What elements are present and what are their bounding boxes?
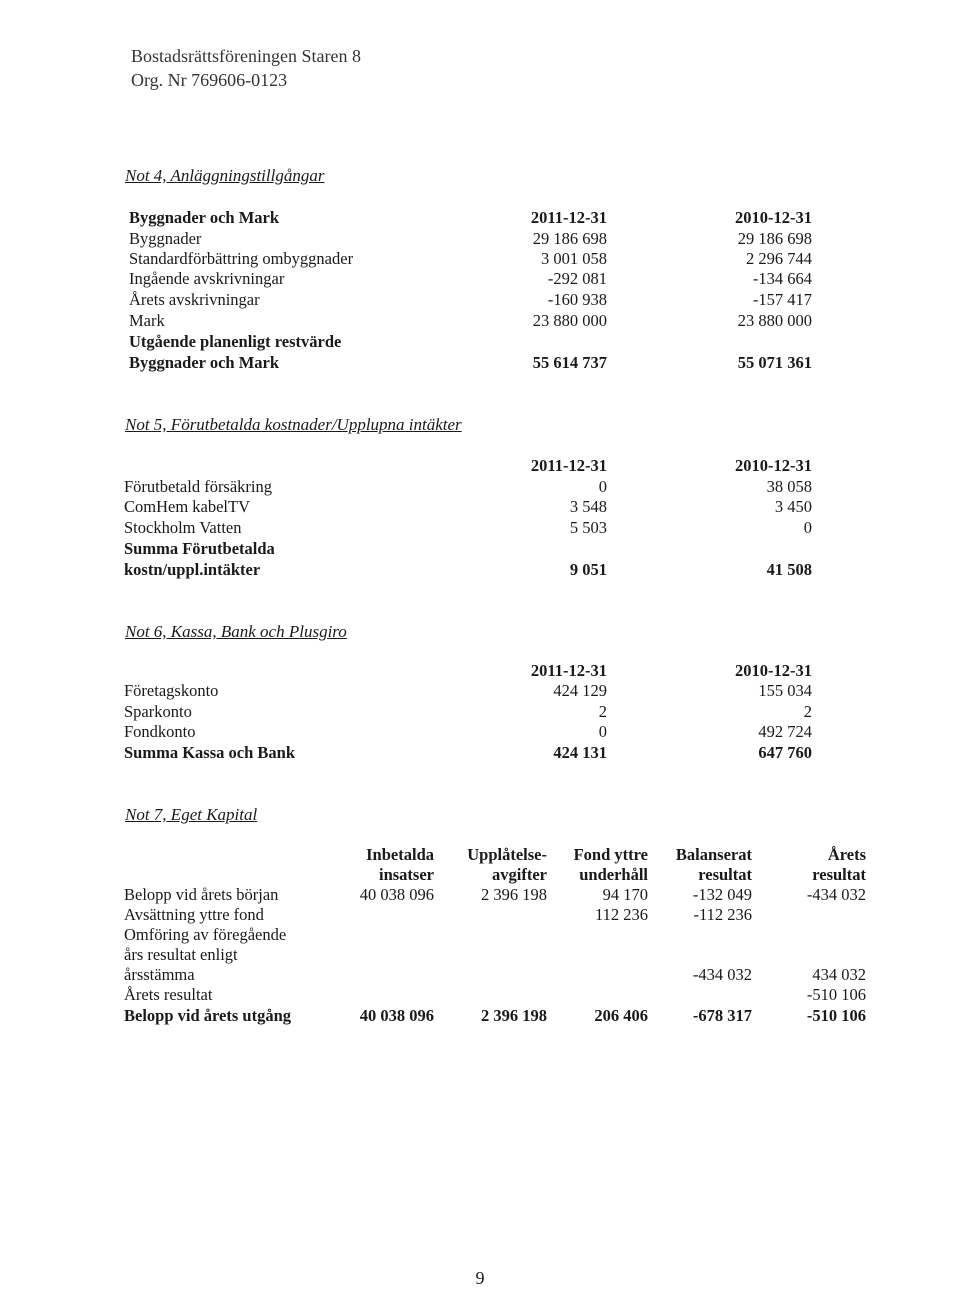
- total-2011: 424 131: [553, 743, 607, 762]
- cell: -112 236: [693, 905, 752, 924]
- row-label: Fondkonto: [124, 722, 196, 741]
- table-row: [0, 477, 960, 497]
- note6-col2-header: 2010-12-31: [735, 661, 812, 680]
- cell: -434 032: [692, 965, 752, 984]
- total-label: kostn/uppl.intäkter: [124, 560, 261, 579]
- note4-col2-header: 2010-12-31: [735, 208, 812, 227]
- value-2011: 29 186 698: [532, 229, 607, 248]
- row-label: Omföring av föregående: [124, 925, 287, 944]
- total-2010: 647 760: [758, 743, 812, 762]
- table-row: [0, 249, 960, 269]
- row-label: Sparkonto: [124, 702, 192, 721]
- row-label: Ingående avskrivningar: [129, 269, 285, 288]
- note7-total-row: [0, 1006, 960, 1026]
- table-row: [0, 945, 960, 965]
- note6-header-row: [0, 661, 960, 681]
- value-2011: 3 001 058: [541, 249, 607, 268]
- row-label: Företagskonto: [124, 681, 219, 700]
- value-2011: -292 081: [547, 269, 607, 288]
- note4-col1-header: 2011-12-31: [530, 208, 607, 227]
- total-2011: 55 614 737: [532, 353, 607, 372]
- note5-total-row: [0, 560, 960, 580]
- table-row: [0, 722, 960, 742]
- value-2010: -134 664: [752, 269, 812, 288]
- value-2011: 3 548: [569, 497, 607, 516]
- value-2011: 0: [598, 722, 607, 741]
- col-header: Balanserat: [675, 845, 752, 864]
- row-label: års resultat enligt: [124, 945, 238, 964]
- value-2011: 5 503: [569, 518, 607, 537]
- note4-total-label-row: [0, 332, 960, 352]
- cell: 206 406: [594, 1006, 648, 1025]
- row-label: ComHem kabelTV: [124, 497, 251, 516]
- value-2010: -157 417: [752, 290, 812, 309]
- page-number: 9: [475, 1268, 485, 1288]
- note6-total-row: [0, 743, 960, 763]
- col-header: resultat: [698, 865, 752, 884]
- note4-total-row: [0, 353, 960, 373]
- row-label: årsstämma: [124, 965, 195, 984]
- row-label: Årets resultat: [124, 985, 213, 1004]
- cell: -678 317: [692, 1006, 752, 1025]
- table-row: [0, 925, 960, 945]
- total-2010: 55 071 361: [737, 353, 812, 372]
- table-row: [0, 985, 960, 1005]
- table-row: [0, 497, 960, 517]
- value-2010: 2: [803, 702, 812, 721]
- cell: 40 038 096: [359, 1006, 434, 1025]
- total-label: Summa Förutbetalda: [124, 539, 275, 558]
- cell: -510 106: [806, 985, 866, 1004]
- note7-header-row-1: [0, 845, 960, 865]
- cell: -132 049: [692, 885, 752, 904]
- value-2010: 3 450: [774, 497, 812, 516]
- note5-title: Not 5, Förutbetalda kostnader/Upplupna intäkter: [125, 415, 462, 434]
- table-row: [0, 311, 960, 331]
- value-2010: 38 058: [766, 477, 812, 496]
- row-label: Avsättning yttre fond: [124, 905, 264, 924]
- value-2011: 424 129: [553, 681, 607, 700]
- row-label: Belopp vid årets början: [124, 885, 279, 904]
- note5-col1-header: 2011-12-31: [530, 456, 607, 475]
- cell: 2 396 198: [481, 885, 547, 904]
- row-label: Årets avskrivningar: [129, 290, 260, 309]
- cell: 2 396 198: [481, 1006, 547, 1025]
- cell: 94 170: [602, 885, 648, 904]
- table-row: [0, 885, 960, 905]
- col-header: resultat: [812, 865, 866, 884]
- cell: 112 236: [594, 905, 648, 924]
- value-2010: 492 724: [758, 722, 812, 741]
- organization-name: Bostadsrättsföreningen Staren 8: [131, 46, 361, 66]
- value-2010: 2 296 744: [746, 249, 812, 268]
- cell: 40 038 096: [359, 885, 434, 904]
- total-2010: 41 508: [766, 560, 812, 579]
- table-row: [0, 290, 960, 310]
- row-label: Stockholm Vatten: [124, 518, 242, 537]
- table-row: [0, 518, 960, 538]
- note5-header-row: [0, 456, 960, 476]
- note5-col2-header: 2010-12-31: [735, 456, 812, 475]
- note4-title: Not 4, Anläggningstillgångar: [125, 166, 325, 185]
- value-2011: 2: [598, 702, 607, 721]
- table-row: [0, 229, 960, 249]
- note7-header-row-2: [0, 865, 960, 885]
- cell: 434 032: [812, 965, 866, 984]
- cell: -510 106: [806, 1006, 866, 1025]
- note5-total-label-row: [0, 539, 960, 559]
- value-2010: 155 034: [758, 681, 812, 700]
- col-header: Upplåtelse-: [467, 845, 547, 864]
- table-row: [0, 702, 960, 722]
- value-2010: 0: [803, 518, 812, 537]
- note6-col1-header: 2011-12-31: [530, 661, 607, 680]
- value-2010: 29 186 698: [737, 229, 812, 248]
- row-label: Förutbetald försäkring: [124, 477, 273, 496]
- row-label: Byggnader: [129, 229, 202, 248]
- note4-head-label: Byggnader och Mark: [129, 208, 280, 227]
- total-2011: 9 051: [569, 560, 607, 579]
- col-header: underhåll: [579, 865, 648, 884]
- cell: -434 032: [806, 885, 866, 904]
- value-2011: 0: [598, 477, 607, 496]
- value-2010: 23 880 000: [737, 311, 812, 330]
- row-label: Mark: [129, 311, 165, 330]
- col-header: Inbetalda: [366, 845, 434, 864]
- note6-title: Not 6, Kassa, Bank och Plusgiro: [125, 622, 347, 641]
- col-header: avgifter: [492, 865, 547, 884]
- note4-header-row: [0, 208, 960, 228]
- total-label: Utgående planenligt restvärde: [129, 332, 342, 351]
- table-row: [0, 681, 960, 701]
- value-2011: 23 880 000: [532, 311, 607, 330]
- total-label: Byggnader och Mark: [129, 353, 280, 372]
- total-label: Belopp vid årets utgång: [124, 1006, 292, 1025]
- col-header: Fond yttre: [573, 845, 648, 864]
- col-header: insatser: [379, 865, 434, 884]
- col-header: Årets: [827, 845, 866, 864]
- table-row: [0, 965, 960, 985]
- table-row: [0, 905, 960, 925]
- table-row: [0, 269, 960, 289]
- value-2011: -160 938: [547, 290, 607, 309]
- total-label: Summa Kassa och Bank: [124, 743, 296, 762]
- organization-number: Org. Nr 769606-0123: [131, 70, 288, 90]
- note7-title: Not 7, Eget Kapital: [125, 805, 258, 824]
- row-label: Standardförbättring ombyggnader: [129, 249, 354, 268]
